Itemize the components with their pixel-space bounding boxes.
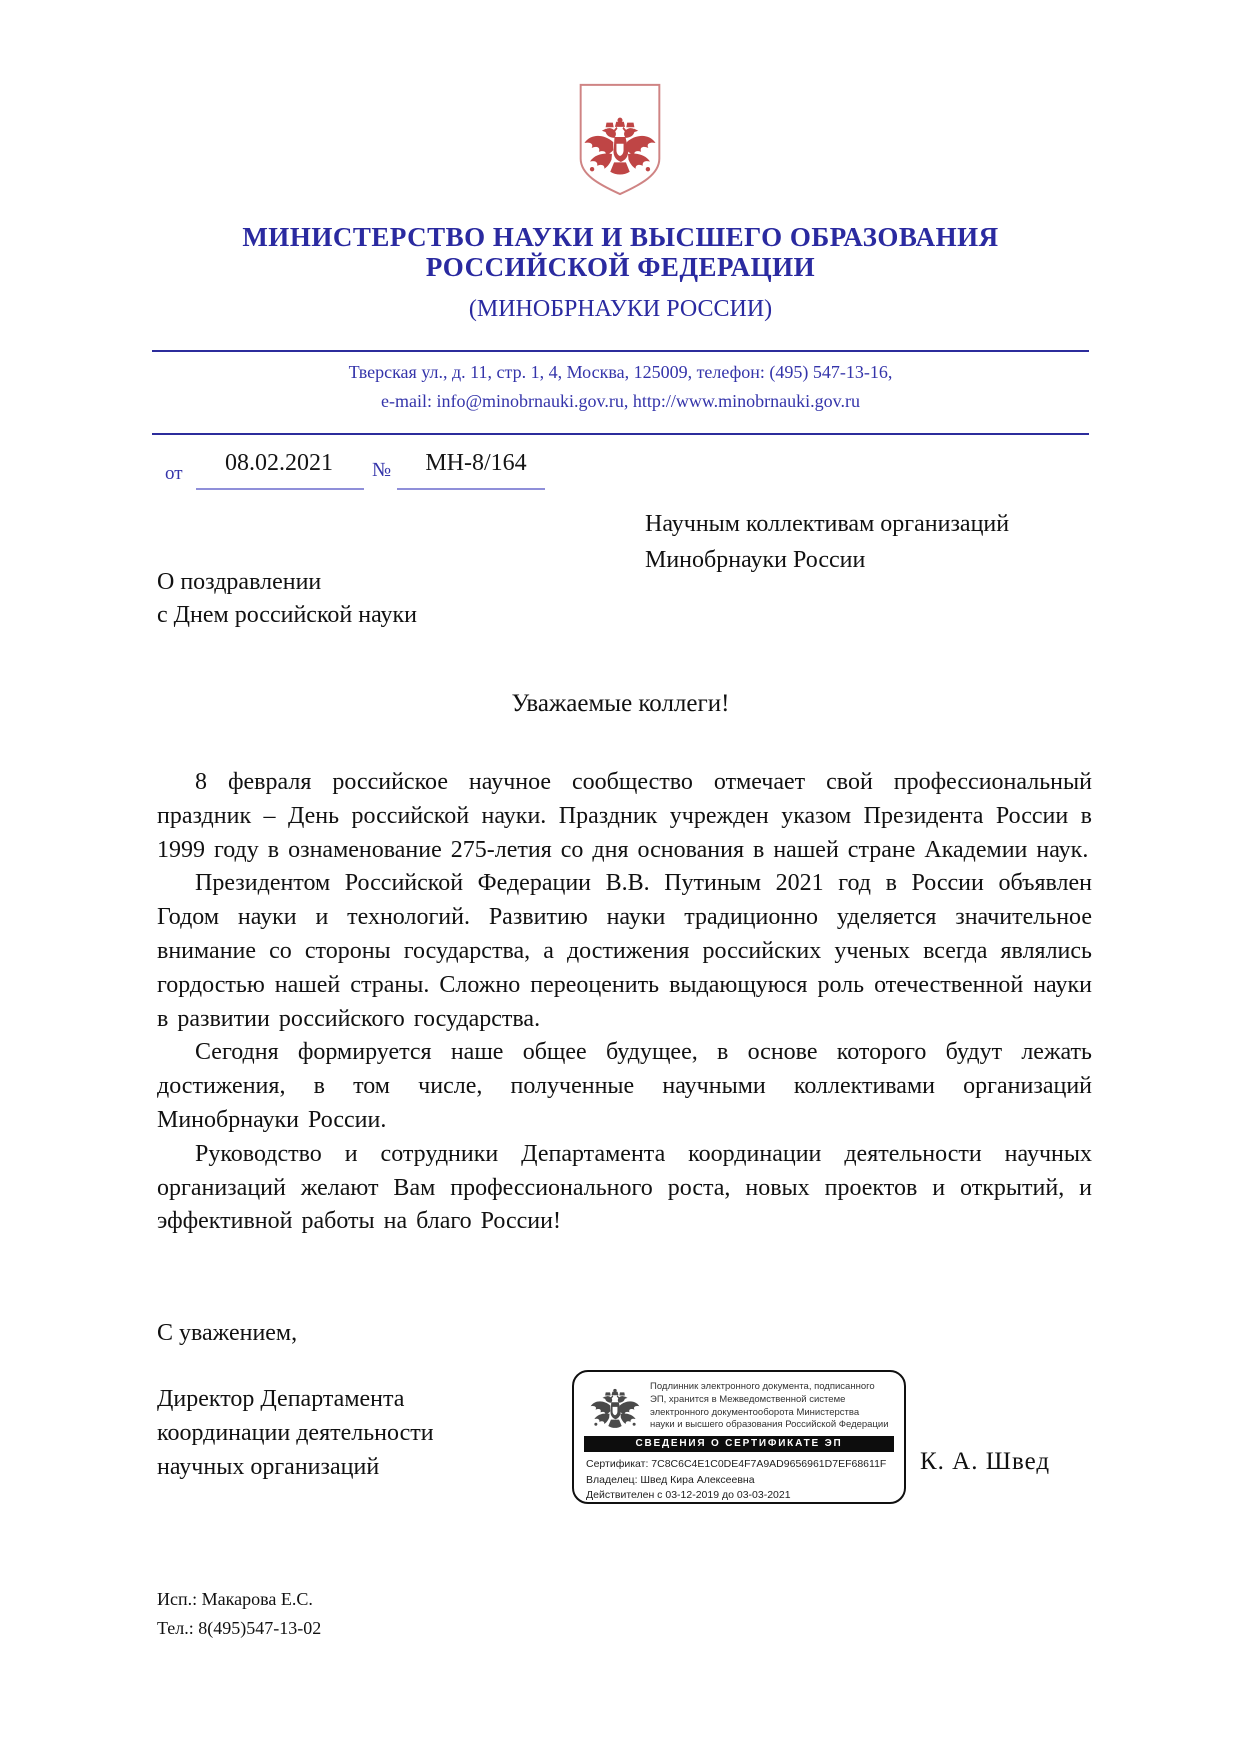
- ministry-short-name: (МИНОБРНАУКИ РОССИИ): [468, 296, 773, 322]
- stamp-certificate-details: [586, 1457, 894, 1504]
- number-value: МН-8/164: [425, 450, 527, 476]
- stamp-info-line2: ЭП, хранится в Межведомственной системе: [650, 1393, 846, 1405]
- footer-phone: Тел.: 8(495)547-13-02: [157, 1618, 322, 1638]
- address-line: Тверская ул., д. 11, стр. 1, 4, Москва, 125009, телефон: (495) 547-13-16,: [348, 362, 893, 382]
- date-label: от: [165, 463, 183, 484]
- ministry-name-line1: МИНИСТЕРСТВО НАУКИ И ВЫСШЕГО ОБРАЗОВАНИЯ: [242, 222, 999, 252]
- subject-line2: с Днем российской науки: [157, 602, 418, 628]
- recipient-line1: Научным коллективам организаций: [645, 511, 1010, 537]
- digital-signature-stamp: [572, 1370, 906, 1504]
- stamp-owner-line: Владелец: Швед Кира Алексеевна: [586, 1473, 755, 1486]
- closing-phrase: С уважением,: [157, 1320, 298, 1346]
- ministry-name-line2: РОССИЙСКОЙ ФЕДЕРАЦИИ: [425, 252, 816, 282]
- stamp-info-line1: Подлинник электронного документа, подписанного: [650, 1381, 875, 1392]
- signature-name: К. А. Швед: [920, 1448, 1051, 1475]
- salutation: Уважаемые коллеги!: [511, 690, 730, 717]
- russia-coat-of-arms-icon: [570, 80, 670, 198]
- body-paragraph-3: Сегодня формируется наше общее будущее, в основе которого будут лежать достижения, в том числе, полученные научными коллективами организаций Минобрнауки России.: [157, 1039, 1092, 1133]
- letter-body: [157, 766, 1092, 1239]
- date-underline: [196, 488, 364, 490]
- recipient-line2: Минобрнауки России: [645, 547, 866, 573]
- signature-position-line2: координации деятельности: [157, 1420, 434, 1446]
- signature-position-line3: научных организаций: [157, 1454, 380, 1480]
- subject-block: [157, 566, 417, 632]
- number-label: №: [372, 459, 392, 481]
- stamp-info-line4: науки и высшего образования Российской Федерации: [650, 1419, 889, 1431]
- stamp-certificate-bar: СВЕДЕНИЯ О СЕРТИФИКАТЕ ЭП: [584, 1436, 894, 1452]
- stamp-info-text: [650, 1381, 898, 1432]
- date-value: 08.02.2021: [225, 450, 333, 476]
- separator-line-top: [152, 350, 1089, 352]
- eagle-emblem-icon: [586, 1382, 644, 1434]
- footer-block: [157, 1585, 321, 1643]
- subject-line1: О поздравлении: [157, 569, 322, 595]
- contact-line: e-mail: info@minobrnauki.gov.ru, http://www.minobrnauki.gov.ru: [380, 391, 860, 411]
- recipient-block: [645, 506, 1009, 578]
- stamp-info-line3: электронного документооборота Министерства: [650, 1406, 860, 1418]
- number-underline: [397, 488, 545, 490]
- body-paragraph-2: Президентом Российской Федерации В.В. Путиным 2021 год в России объявлен Годом науки и технологий. Развитию науки традиционно уделяется значительное внимание со стороны государства, а достижения российских ученых всегда являлись гордостью нашей страны. Сложно переоценить выдающуюся роль отечественной науки в развитии российского государства.: [157, 870, 1092, 1032]
- body-paragraph-1: 8 февраля российское научное сообщество отмечает свой профессиональный праздник – День российской науки. Праздник учрежден указом Президента России в 1999 году в ознаменование 275-летия со дня основания в нашей стране Академии наук.: [157, 769, 1092, 863]
- signature-position-line1: Директор Департамента: [157, 1386, 405, 1412]
- footer-executor: Исп.: Макарова Е.С.: [157, 1589, 313, 1609]
- separator-line-bottom: [152, 433, 1089, 435]
- signature-position: [157, 1382, 434, 1484]
- body-paragraph-4: Руководство и сотрудники Департамента координации деятельности научных организаций желают Вам профессионального роста, новых проектов и открытий, и эффективной работы на благо России!: [157, 1140, 1092, 1235]
- stamp-validity-line: Действителен с 03-12-2019 до 03-03-2021: [586, 1489, 791, 1501]
- stamp-certificate-line: Сертификат: 7C8C6C4E1C0DE4F7A9AD9656961D7EF68611F: [586, 1458, 887, 1470]
